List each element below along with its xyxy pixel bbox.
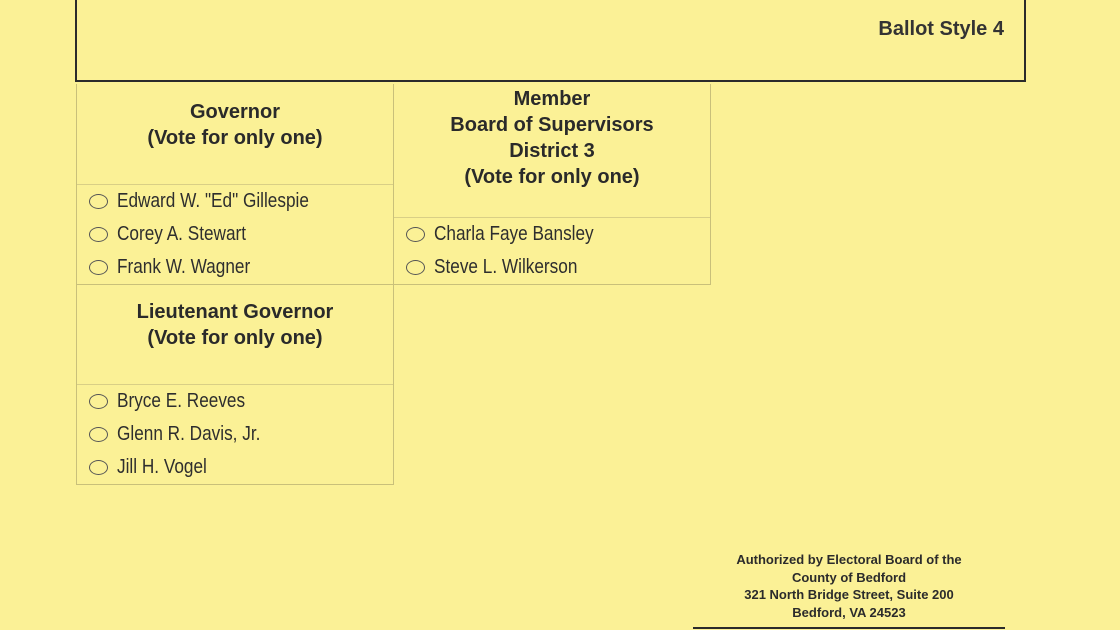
candidate-name: Frank W. Wagner (117, 256, 251, 278)
candidate-row-bansley[interactable] (394, 218, 710, 251)
contest-title-line: District 3 (509, 140, 595, 162)
contest-board-of-supervisors (393, 84, 711, 285)
vote-oval[interactable] (89, 427, 108, 442)
vote-oval[interactable] (89, 460, 108, 475)
authorization-notice (693, 551, 1005, 621)
contest-title-line: Board of Supervisors (450, 114, 654, 136)
authorization-line: Bedford, VA 24523 (792, 604, 906, 620)
authorization-line: Authorized by Electoral Board of the (736, 552, 962, 567)
candidate-name: Charla Faye Bansley (434, 223, 594, 245)
contest-instruction: (Vote for only one) (464, 166, 640, 188)
candidate-name: Edward W. "Ed" Gillespie (117, 190, 309, 212)
footer-rule (693, 627, 1005, 629)
ballot-style-label: Ballot Style 4 (878, 18, 1004, 40)
candidate-name: Corey A. Stewart (117, 223, 247, 245)
candidate-name: Steve L. Wilkerson (434, 256, 578, 278)
candidate-row-davis[interactable] (77, 418, 393, 451)
vote-oval[interactable] (406, 260, 425, 275)
candidate-row-wagner[interactable] (77, 251, 393, 284)
authorization-line: 321 North Bridge Street, Suite 200 (744, 587, 954, 602)
contest-title-lieutenant-governor (77, 285, 393, 385)
contest-instruction: (Vote for only one) (147, 327, 323, 349)
vote-oval[interactable] (89, 194, 108, 209)
candidate-name: Glenn R. Davis, Jr. (117, 423, 261, 445)
ballot-header-box (75, 0, 1026, 82)
candidate-row-gillespie[interactable] (77, 185, 393, 218)
contest-lieutenant-governor (76, 285, 394, 485)
candidate-row-reeves[interactable] (77, 385, 393, 418)
candidate-row-vogel[interactable] (77, 451, 393, 484)
vote-oval[interactable] (406, 227, 425, 242)
vote-oval[interactable] (89, 227, 108, 242)
vote-oval[interactable] (89, 394, 108, 409)
candidate-row-stewart[interactable] (77, 218, 393, 251)
contest-title-line: Member (513, 88, 591, 110)
contest-title-board-of-supervisors (394, 84, 710, 218)
contest-instruction: (Vote for only one) (147, 127, 323, 149)
contest-governor (76, 84, 394, 285)
candidate-row-wilkerson[interactable] (394, 251, 710, 284)
authorization-line: County of Bedford (791, 569, 907, 585)
candidate-name: Bryce E. Reeves (117, 390, 246, 412)
candidate-name: Jill H. Vogel (117, 456, 207, 478)
contest-title-line: Governor (189, 101, 281, 123)
contest-title-governor (77, 84, 393, 185)
vote-oval[interactable] (89, 260, 108, 275)
contest-title-line: Lieutenant Governor (136, 301, 334, 323)
